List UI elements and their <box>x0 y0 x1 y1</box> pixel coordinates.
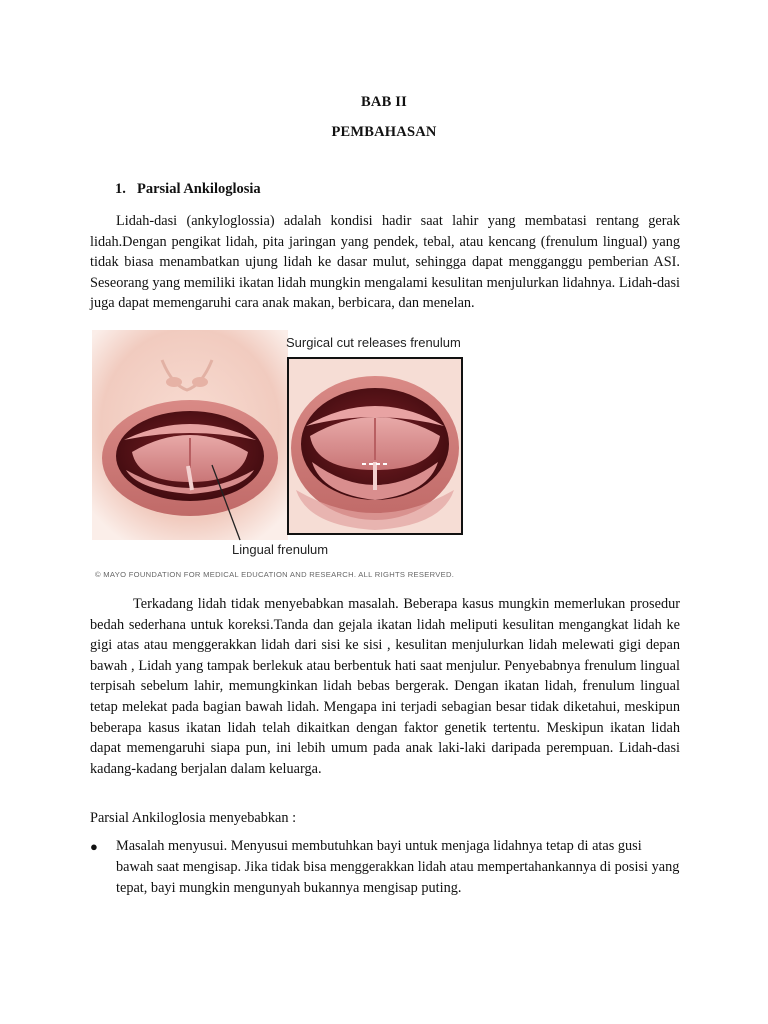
list-item <box>90 836 680 899</box>
bullet-icon: ● <box>90 839 98 854</box>
causes-list <box>90 836 680 899</box>
infant-mouth-right <box>288 358 462 534</box>
paragraph-intro: Lidah-dasi (ankyloglossia) adalah kondisi hadir saat lahir yang membatasi rentang gerak lidah.Dengan pengikat lidah, pita jaringan yang pendek, tebal, atau kencang (frenulum lingual) yang tidak biasa menambatkan ujung lidah ke dasar mulut, sehingga dapat mengganggu pemberian ASI. Seseorang yang memiliki ikatan lidah mungkin mengalami kesulitan menjulurkan lidahnya. Lidah-dasi juga dapat memengaruhi cara anak makan, berbicara, dan menelan. <box>90 213 680 312</box>
list-item-text: Masalah menyusui. Menyusui membutuhkan bayi untuk menjaga lidahnya tetap di atas gusi bawah saat mengisap. Jika tidak bisa menggerakkan lidah atau mempertahankannya di posisi yang tepat, bayi mungkin mengunyah bukannya mengisap puting. <box>116 838 680 896</box>
figure-caption-top: Surgical cut releases frenulum <box>286 335 461 350</box>
paragraph-symptoms: Terkadang lidah tidak menyebabkan masalah. Beberapa kasus mungkin memerlukan prosedur bedah sederhana untuk koreksi.Tanda dan gejala ikatan lidah meliputi kesulitan mengangkat lidah ke gigi atas atau menggerakkan lidah dari sisi ke sisi , kesulitan menjulurkan lidah melewati gigi depan bawah , Lidah yang tampak berlekuk atau berbentuk hati saat menjulur. Penyebabnya frenulum lingual terpisah sebelum lahir, memungkinkan lidah bebas bergerak. Dengan ikatan lidah, frenulum lingual tetap melekat pada bagian bawah lidah. Mengapa ini terjadi sebagian besar tidak diketahui, meskipun beberapa kasus ikatan lidah telah dikaitkan dengan faktor genetik tertentu. Meskipun ikatan lidah dapat memengaruhi siapa pun, ini lebih umum pada anak laki-laki daripada perempuan. Lidah-dasi kadang-kadang berjalan dalam keluarga. <box>90 596 680 777</box>
infant-face-left <box>92 330 288 540</box>
section-heading <box>115 181 261 198</box>
heading-number: 1. <box>115 181 126 197</box>
figure-label-frenulum: Lingual frenulum <box>232 542 329 557</box>
list-intro: Parsial Ankiloglosia menyebabkan : <box>90 810 297 826</box>
section-title: PEMBAHASAN <box>331 124 437 140</box>
chapter-title: BAB II <box>361 94 407 110</box>
figure-copyright: © MAYO FOUNDATION FOR MEDICAL EDUCATION AND RESEARCH. ALL RIGHTS RESERVED. <box>95 570 455 579</box>
heading-text: Parsial Ankiloglosia <box>137 181 261 197</box>
